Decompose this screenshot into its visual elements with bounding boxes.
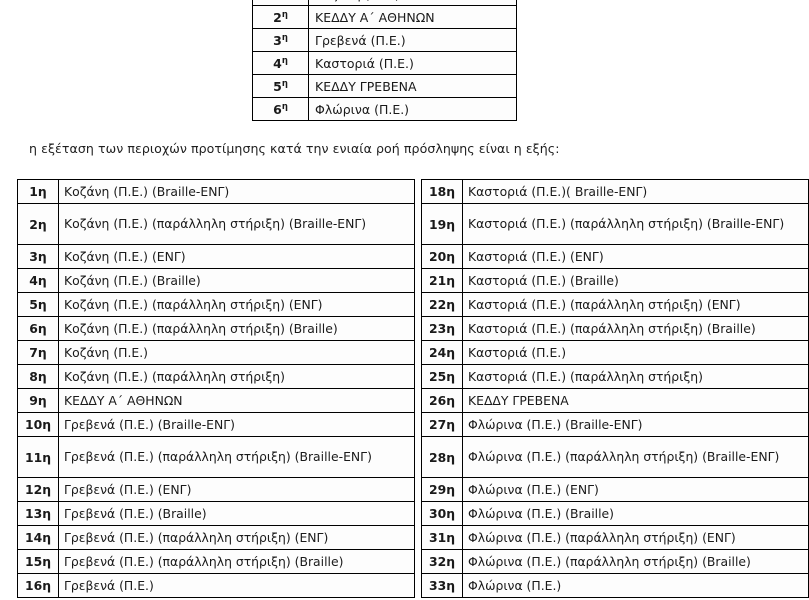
column-gap (415, 365, 422, 389)
table-row (18, 478, 809, 502)
left-value-cell: Γρεβενά (Π.Ε.) (ΕΝΓ) (59, 478, 415, 502)
unified-flow-table (17, 179, 809, 598)
table-row (253, 52, 517, 75)
preference-region-cell: ΚΕΔΔΥ ΓΡΕΒΕΝΑ (309, 75, 517, 98)
left-index-cell: 9η (18, 389, 59, 413)
column-gap (415, 293, 422, 317)
left-index-cell: 10η (18, 413, 59, 437)
left-index-cell: 16η (18, 574, 59, 598)
table-row (18, 269, 809, 293)
right-value-cell: Φλώρινα (Π.Ε.) (Braille) (463, 502, 809, 526)
table-row (18, 550, 809, 574)
preference-order-table-container (252, 0, 517, 121)
right-value-cell: Καστοριά (Π.Ε.) (ΕΝΓ) (463, 245, 809, 269)
right-value-cell: Καστοριά (Π.Ε.) (παράλληλη στήριξη) (Braille-ΕΝΓ) (463, 204, 809, 245)
left-value-cell: Κοζάνη (Π.Ε.) (59, 341, 415, 365)
right-index-cell: 32η (422, 550, 463, 574)
column-gap (415, 437, 422, 478)
preference-region-cell: Γρεβενά (Π.Ε.) (309, 29, 517, 52)
table-row (18, 204, 809, 245)
table-row (18, 365, 809, 389)
preference-rank-cell (253, 29, 309, 52)
left-index-cell: 11η (18, 437, 59, 478)
column-gap (415, 413, 422, 437)
column-gap (415, 269, 422, 293)
right-value-cell: ΚΕΔΔΥ ΓΡΕΒΕΝΑ (463, 389, 809, 413)
column-gap (415, 526, 422, 550)
right-index-cell: 27η (422, 413, 463, 437)
right-index-cell: 31η (422, 526, 463, 550)
rank-number: 5 (273, 78, 282, 94)
right-index-cell: 26η (422, 389, 463, 413)
right-index-cell: 20η (422, 245, 463, 269)
right-index-cell: 30η (422, 502, 463, 526)
left-index-cell: 12η (18, 478, 59, 502)
left-index-cell: 14η (18, 526, 59, 550)
right-value-cell: Καστοριά (Π.Ε.)( Braille-ΕΝΓ) (463, 180, 809, 204)
left-index-cell: 2η (18, 204, 59, 245)
table-row (18, 317, 809, 341)
left-value-cell: Γρεβενά (Π.Ε.) (59, 574, 415, 598)
rank-ordinal-suffix: η (281, 9, 288, 20)
rank-number: 2 (273, 9, 282, 25)
rank-number: 4 (273, 55, 282, 71)
table-row (18, 502, 809, 526)
right-index-cell: 22η (422, 293, 463, 317)
table-row (253, 75, 517, 98)
left-value-cell: Κοζάνη (Π.Ε.) (παράλληλη στήριξη) (ΕΝΓ) (59, 293, 415, 317)
rank-ordinal-suffix: η (281, 101, 288, 112)
column-gap (415, 204, 422, 245)
column-gap (415, 245, 422, 269)
table-row (253, 98, 517, 121)
preference-rank-cell (253, 6, 309, 29)
right-index-cell: 24η (422, 341, 463, 365)
unified-flow-table-container (17, 179, 783, 598)
left-index-cell: 1η (18, 180, 59, 204)
column-gap (415, 550, 422, 574)
rank-ordinal-suffix: η (281, 32, 288, 43)
preference-rank-cell (253, 98, 309, 121)
preference-region-cell: Καστοριά (Π.Ε.) (309, 52, 517, 75)
table-row (18, 526, 809, 550)
right-value-cell: Φλώρινα (Π.Ε.) (Braille-ΕΝΓ) (463, 413, 809, 437)
right-index-cell: 28η (422, 437, 463, 478)
left-value-cell: Γρεβενά (Π.Ε.) (παράλληλη στήριξη) (Braille-ΕΝΓ) (59, 437, 415, 478)
left-value-cell: Γρεβενά (Π.Ε.) (Braille) (59, 502, 415, 526)
unified-flow-table-body (18, 180, 809, 598)
table-row (18, 293, 809, 317)
preference-rank-cell (253, 52, 309, 75)
left-index-cell: 3η (18, 245, 59, 269)
left-value-cell: Κοζάνη (Π.Ε.) (Braille-ΕΝΓ) (59, 180, 415, 204)
column-gap (415, 574, 422, 598)
table-row (18, 574, 809, 598)
column-gap (415, 180, 422, 204)
left-index-cell: 15η (18, 550, 59, 574)
left-value-cell: Κοζάνη (Π.Ε.) (παράλληλη στήριξη) (59, 365, 415, 389)
preference-rank-cell (253, 75, 309, 98)
table-row (18, 413, 809, 437)
left-value-cell: Κοζάνη (Π.Ε.) (ΕΝΓ) (59, 245, 415, 269)
right-value-cell: Φλώρινα (Π.Ε.) (ΕΝΓ) (463, 478, 809, 502)
left-index-cell: 4η (18, 269, 59, 293)
table-row (253, 6, 517, 29)
right-value-cell: Φλώρινα (Π.Ε.) (463, 574, 809, 598)
column-gap (415, 502, 422, 526)
left-value-cell: Γρεβενά (Π.Ε.) (παράλληλη στήριξη) (Braille) (59, 550, 415, 574)
preference-order-table-body (253, 0, 517, 121)
rank-number: 6 (273, 101, 282, 117)
right-value-cell: Φλώρινα (Π.Ε.) (παράλληλη στήριξη) (ΕΝΓ) (463, 526, 809, 550)
right-value-cell: Καστοριά (Π.Ε.) (παράλληλη στήριξη) (Braille) (463, 317, 809, 341)
right-value-cell: Καστοριά (Π.Ε.) (παράλληλη στήριξη) (463, 365, 809, 389)
table-row (18, 341, 809, 365)
left-value-cell: Κοζάνη (Π.Ε.) (παράλληλη στήριξη) (Braille-ΕΝΓ) (59, 204, 415, 245)
rank-number (273, 0, 282, 2)
table-row (18, 389, 809, 413)
right-index-cell: 19η (422, 204, 463, 245)
preference-region-cell: Φλώρινα (Π.Ε.) (309, 98, 517, 121)
rank-ordinal-suffix: η (281, 78, 288, 89)
right-index-cell: 29η (422, 478, 463, 502)
left-index-cell: 7η (18, 341, 59, 365)
table-row (18, 180, 809, 204)
left-value-cell: Γρεβενά (Π.Ε.) (Braille-ΕΝΓ) (59, 413, 415, 437)
right-value-cell: Φλώρινα (Π.Ε.) (παράλληλη στήριξη) (Braille) (463, 550, 809, 574)
column-gap (415, 478, 422, 502)
column-gap (415, 317, 422, 341)
column-gap (415, 341, 422, 365)
right-value-cell: Καστοριά (Π.Ε.) (παράλληλη στήριξη) (ΕΝΓ) (463, 293, 809, 317)
right-index-cell: 21η (422, 269, 463, 293)
left-index-cell: 13η (18, 502, 59, 526)
right-index-cell: 25η (422, 365, 463, 389)
left-value-cell: Κοζάνη (Π.Ε.) (παράλληλη στήριξη) (Braille) (59, 317, 415, 341)
preference-order-table (252, 0, 517, 121)
right-index-cell: 18η (422, 180, 463, 204)
intro-paragraph: η εξέταση των περιοχών προτίμησης κατά την ενιαία ροή πρόσληψης είναι η εξής: (29, 141, 560, 156)
left-index-cell: 6η (18, 317, 59, 341)
left-index-cell: 5η (18, 293, 59, 317)
right-value-cell: Καστοριά (Π.Ε.) (Braille) (463, 269, 809, 293)
left-index-cell: 8η (18, 365, 59, 389)
table-row (253, 29, 517, 52)
right-value-cell: Καστοριά (Π.Ε.) (463, 341, 809, 365)
rank-number: 3 (273, 32, 282, 48)
preference-region-cell: ΚΕΔΔΥ Α΄ ΑΘΗΝΩΝ (309, 6, 517, 29)
right-value-cell: Φλώρινα (Π.Ε.) (παράλληλη στήριξη) (Braille-ΕΝΓ) (463, 437, 809, 478)
left-value-cell: ΚΕΔΔΥ Α΄ ΑΘΗΝΩΝ (59, 389, 415, 413)
left-value-cell: Γρεβενά (Π.Ε.) (παράλληλη στήριξη) (ΕΝΓ) (59, 526, 415, 550)
column-gap (415, 389, 422, 413)
right-index-cell: 23η (422, 317, 463, 341)
left-value-cell: Κοζάνη (Π.Ε.) (Braille) (59, 269, 415, 293)
right-index-cell: 33η (422, 574, 463, 598)
rank-ordinal-suffix: η (281, 55, 288, 66)
table-row (18, 245, 809, 269)
table-row (18, 437, 809, 478)
